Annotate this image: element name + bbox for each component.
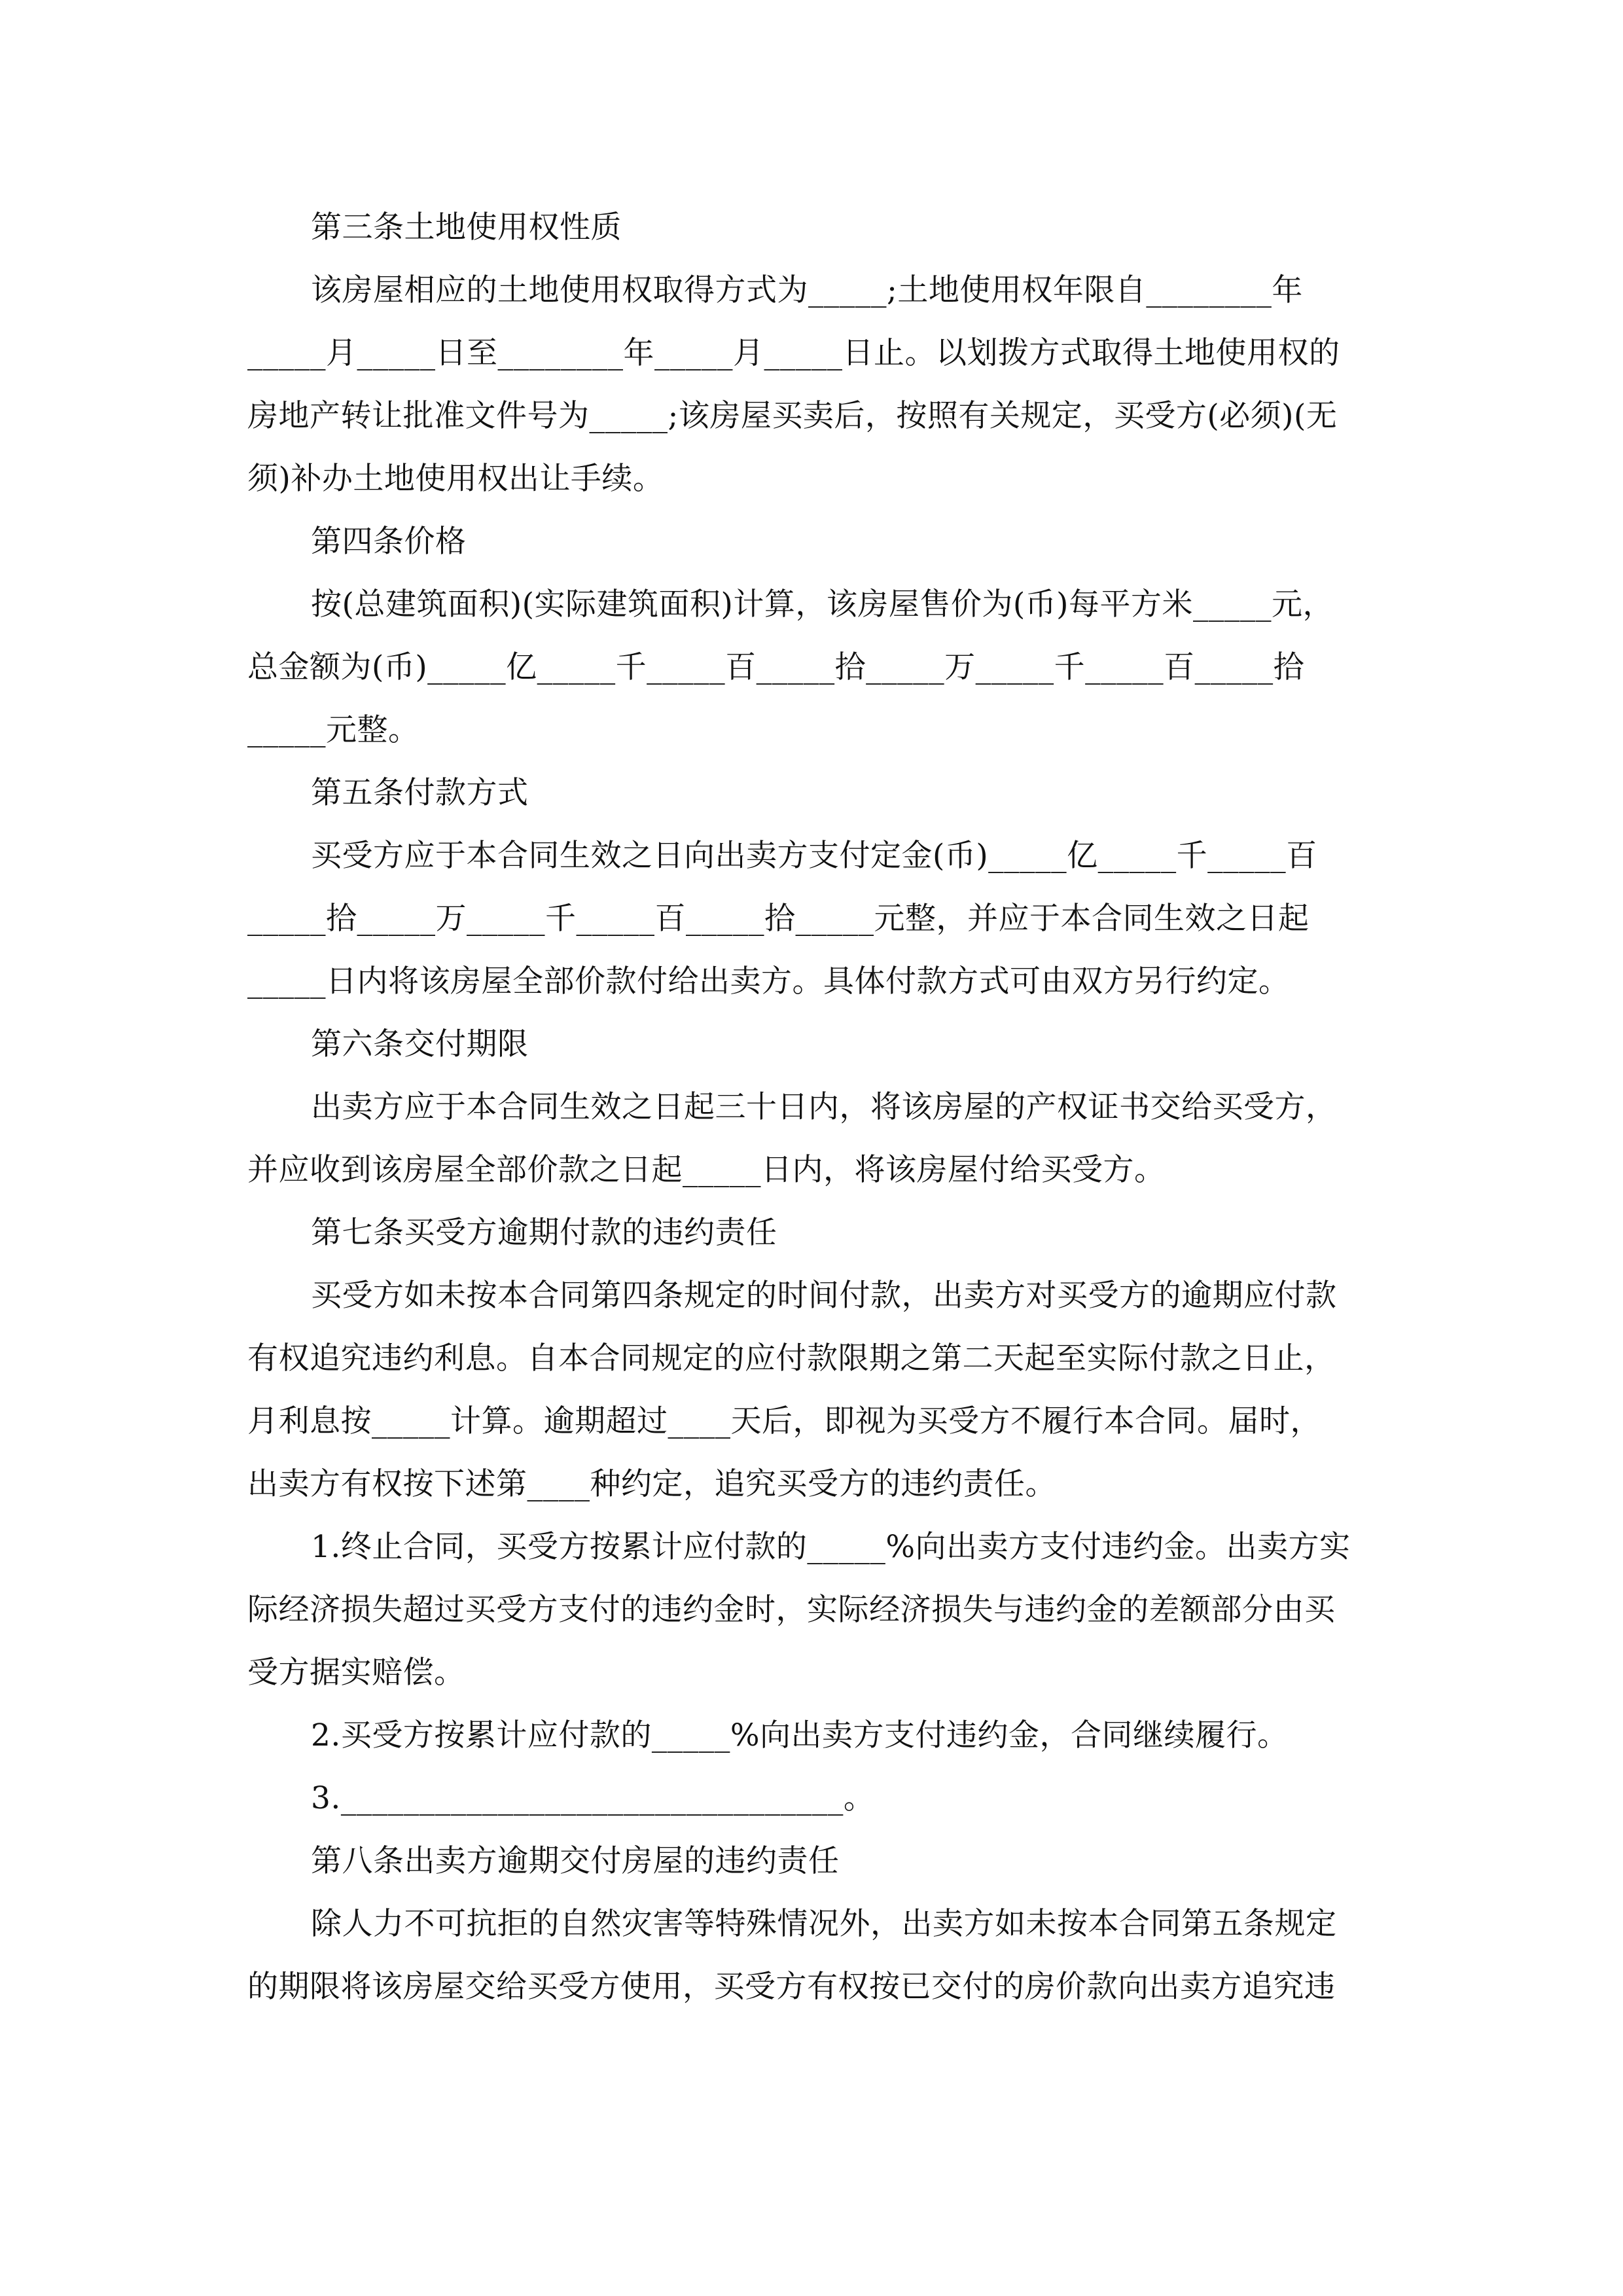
article-6-heading: 第六条交付期限 — [311, 1026, 529, 1062]
paragraph-line: 月利息按_____计算。逾期超过____天后，即视为买受方不履行本合同。届时， — [247, 1403, 1321, 1439]
paragraph-line: 买受方如未按本合同第四条规定的时间付款，出卖方对买受方的逾期应付款 — [311, 1278, 1337, 1314]
article-3-heading: 第三条土地使用权性质 — [311, 209, 622, 245]
paragraph-line: _____元整。 — [247, 712, 419, 748]
list-item-3: 3.________________________________。 — [311, 1780, 875, 1816]
paragraph-line: 总金额为(币)_____亿_____千_____百_____拾_____万_____千_____百_____拾 — [247, 649, 1305, 685]
list-item-1: 1.终止合同，买受方按累计应付款的_____%向出卖方支付违约金。出卖方实 — [311, 1529, 1351, 1565]
article-8-heading: 第八条出卖方逾期交付房屋的违约责任 — [311, 1843, 840, 1879]
paragraph-line: 房地产转让批准文件号为_____;该房屋买卖后，按照有关规定，买受方(必须)(无 — [247, 398, 1338, 434]
paragraph-line: 买受方应于本合同生效之日向出卖方支付定金(币)_____亿_____千_____百 — [311, 838, 1317, 874]
paragraph-line: _____拾_____万_____千_____百_____拾_____元整，并应于本合同生效之日起 — [247, 901, 1310, 937]
paragraph-line: 须)补办土地使用权出让手续。 — [247, 461, 664, 497]
paragraph-line: 出卖方有权按下述第____种约定，追究买受方的违约责任。 — [247, 1466, 1056, 1502]
paragraph-line: 除人力不可抗拒的自然灾害等特殊情况外，出卖方如未按本合同第五条规定 — [311, 1906, 1337, 1942]
paragraph-line: 该房屋相应的土地使用权取得方式为_____;土地使用权年限自________年 — [311, 272, 1303, 308]
paragraph-line: _____日内将该房屋全部价款付给出卖方。具体付款方式可由双方另行约定。 — [247, 963, 1290, 999]
paragraph-line: 受方据实赔偿。 — [247, 1655, 465, 1691]
list-item-2: 2.买受方按累计应付款的_____%向出卖方支付违约金，合同继续履行。 — [311, 1717, 1289, 1753]
paragraph-line: 有权追究违约利息。自本合同规定的应付款限期之第二天起至实际付款之日止， — [247, 1340, 1336, 1376]
paragraph-line: 并应收到该房屋全部价款之日起_____日内，将该房屋付给买受方。 — [247, 1152, 1166, 1188]
paragraph-line: 的期限将该房屋交给买受方使用，买受方有权按已交付的房价款向出卖方追究违 — [247, 1969, 1336, 2005]
article-5-heading: 第五条付款方式 — [311, 775, 529, 811]
article-7-heading: 第七条买受方逾期付款的违约责任 — [311, 1215, 777, 1251]
paragraph-line: 按(总建筑面积)(实际建筑面积)计算，该房屋售价为(币)每平方米_____元， — [311, 586, 1334, 622]
article-4-heading: 第四条价格 — [311, 524, 467, 560]
paragraph-line: 出卖方应于本合同生效之日起三十日内，将该房屋的产权证书交给买受方， — [311, 1089, 1337, 1125]
paragraph-line: 际经济损失超过买受方支付的违约金时，实际经济损失与违约金的差额部分由买 — [247, 1592, 1336, 1628]
paragraph-line: _____月_____日至________年_____月_____日止。以划拨方式取得土地使用权的 — [247, 335, 1340, 371]
